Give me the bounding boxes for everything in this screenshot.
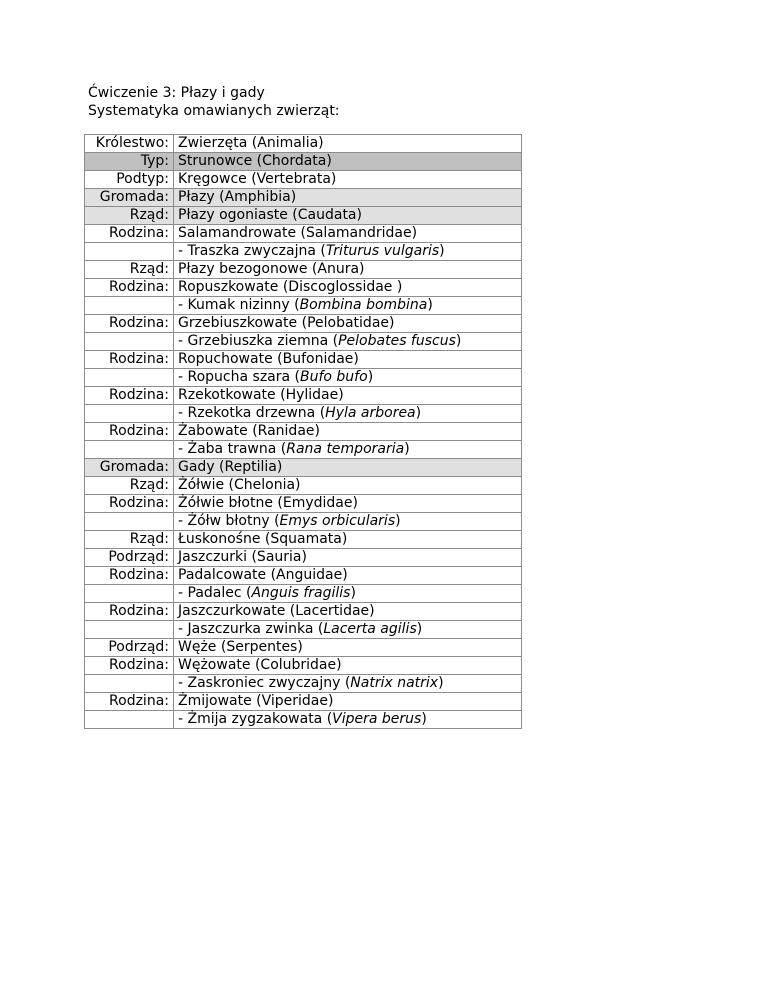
rank-cell <box>85 369 174 387</box>
taxonomy-row <box>85 189 522 207</box>
rank-cell: Królestwo: <box>85 135 174 153</box>
name-cell: Padalcowate (Anguidae) <box>174 567 522 585</box>
closing-paren: ) <box>367 369 374 385</box>
rank-cell <box>85 513 174 531</box>
name-cell <box>174 621 522 639</box>
taxonomy-row <box>85 495 522 513</box>
taxonomy-row <box>85 639 522 657</box>
taxonomy-row <box>85 603 522 621</box>
rank-cell: Rodzina: <box>85 423 174 441</box>
taxonomy-row <box>85 711 522 729</box>
name-cell: Żabowate (Ranidae) <box>174 423 522 441</box>
rank-cell: Gromada: <box>85 189 174 207</box>
closing-paren: ) <box>455 333 462 349</box>
taxonomy-row <box>85 387 522 405</box>
species-latin-name: Bufo bufo <box>300 369 368 385</box>
taxonomy-row <box>85 279 522 297</box>
closing-paren: ) <box>395 513 401 529</box>
rank-cell <box>85 675 174 693</box>
name-cell: Węże (Serpentes) <box>174 639 522 657</box>
species-common-name: - Żmija zygzakowata ( <box>178 711 333 727</box>
species-common-name: - Grzebiuszka ziemna ( <box>178 333 339 349</box>
rank-cell: Gromada: <box>85 459 174 477</box>
rank-cell <box>85 441 174 459</box>
rank-cell: Rząd: <box>85 531 174 549</box>
species-latin-name: Lacerta agilis <box>323 621 417 637</box>
rank-cell: Podrząd: <box>85 549 174 567</box>
name-cell <box>174 711 522 729</box>
name-cell: Jaszczurkowate (Lacertidae) <box>174 603 522 621</box>
rank-cell: Rząd: <box>85 261 174 279</box>
taxonomy-row <box>85 171 522 189</box>
taxonomy-row <box>85 135 522 153</box>
species-common-name: - Jaszczurka zwinka ( <box>178 621 324 637</box>
rank-cell <box>85 585 174 603</box>
name-cell <box>174 675 522 693</box>
taxonomy-table-body <box>85 135 522 729</box>
name-cell <box>174 333 522 351</box>
taxonomy-row <box>85 423 522 441</box>
species-common-name: - Ropucha szara ( <box>178 369 300 385</box>
name-cell <box>174 405 522 423</box>
closing-paren: ) <box>421 711 427 727</box>
name-cell: Wężowate (Colubridae) <box>174 657 522 675</box>
taxonomy-row <box>85 405 522 423</box>
exercise-subtitle: Systematyka omawianych zwierząt: <box>88 103 340 119</box>
rank-cell: Typ: <box>85 153 174 171</box>
taxonomy-row <box>85 459 522 477</box>
name-cell: Ropuchowate (Bufonidae) <box>174 351 522 369</box>
species-latin-name: Rana temporaria <box>286 441 405 457</box>
name-cell: Zwierzęta (Animalia) <box>174 135 522 153</box>
species-common-name: - Żaba trawna ( <box>178 441 287 457</box>
closing-paren: ) <box>416 621 423 637</box>
name-cell: Strunowce (Chordata) <box>174 153 522 171</box>
taxonomy-row <box>85 333 522 351</box>
rank-cell: Rząd: <box>85 477 174 495</box>
closing-paren: ) <box>350 585 356 601</box>
name-cell <box>174 243 522 261</box>
taxonomy-row <box>85 243 522 261</box>
closing-paren: ) <box>404 441 410 457</box>
rank-cell <box>85 405 174 423</box>
rank-cell: Rodzina: <box>85 225 174 243</box>
closing-paren: ) <box>415 405 422 421</box>
taxonomy-row <box>85 675 522 693</box>
species-common-name: - Rzekotka drzewna ( <box>178 405 326 421</box>
name-cell <box>174 441 522 459</box>
species-common-name: - Zaskroniec zwyczajny ( <box>178 675 351 691</box>
name-cell <box>174 513 522 531</box>
taxonomy-row <box>85 225 522 243</box>
taxonomy-table <box>84 134 522 729</box>
species-latin-name: Hyla arborea <box>325 405 416 421</box>
species-latin-name: Bombina bombina <box>299 297 428 313</box>
closing-paren: ) <box>439 243 445 259</box>
species-latin-name: Triturus vulgaris <box>325 243 440 259</box>
rank-cell: Rodzina: <box>85 603 174 621</box>
taxonomy-row <box>85 369 522 387</box>
species-latin-name: Pelobates fuscus <box>338 333 456 349</box>
name-cell: Salamandrowate (Salamandridae) <box>174 225 522 243</box>
taxonomy-row <box>85 315 522 333</box>
name-cell: Jaszczurki (Sauria) <box>174 549 522 567</box>
species-latin-name: Natrix natrix <box>350 675 439 691</box>
rank-cell: Rząd: <box>85 207 174 225</box>
species-latin-name: Emys orbicularis <box>279 513 396 529</box>
rank-cell: Rodzina: <box>85 693 174 711</box>
taxonomy-row <box>85 549 522 567</box>
name-cell: Płazy ogoniaste (Caudata) <box>174 207 522 225</box>
taxonomy-row <box>85 531 522 549</box>
name-cell <box>174 369 522 387</box>
species-latin-name: Vipera berus <box>332 711 422 727</box>
species-common-name: - Żółw błotny ( <box>178 513 280 529</box>
species-common-name: - Traszka zwyczajna ( <box>178 243 326 259</box>
taxonomy-row <box>85 585 522 603</box>
taxonomy-row <box>85 351 522 369</box>
taxonomy-row <box>85 261 522 279</box>
taxonomy-row <box>85 477 522 495</box>
rank-cell: Rodzina: <box>85 315 174 333</box>
rank-cell: Rodzina: <box>85 657 174 675</box>
species-common-name: - Padalec ( <box>178 585 252 601</box>
taxonomy-row <box>85 207 522 225</box>
name-cell: Gady (Reptilia) <box>174 459 522 477</box>
taxonomy-row <box>85 657 522 675</box>
name-cell: Ropuszkowate (Discoglossidae ) <box>174 279 522 297</box>
name-cell <box>174 585 522 603</box>
rank-cell: Rodzina: <box>85 279 174 297</box>
rank-cell <box>85 297 174 315</box>
name-cell: Płazy bezogonowe (Anura) <box>174 261 522 279</box>
name-cell: Żmijowate (Viperidae) <box>174 693 522 711</box>
closing-paren: ) <box>427 297 433 313</box>
rank-cell: Rodzina: <box>85 495 174 513</box>
name-cell: Żółwie (Chelonia) <box>174 477 522 495</box>
closing-paren: ) <box>438 675 444 691</box>
rank-cell: Rodzina: <box>85 351 174 369</box>
exercise-title: Ćwiczenie 3: Płazy i gady <box>88 85 265 101</box>
name-cell: Płazy (Amphibia) <box>174 189 522 207</box>
taxonomy-row <box>85 513 522 531</box>
rank-cell <box>85 621 174 639</box>
name-cell: Rzekotkowate (Hylidae) <box>174 387 522 405</box>
rank-cell <box>85 711 174 729</box>
rank-cell <box>85 243 174 261</box>
rank-cell <box>85 333 174 351</box>
taxonomy-row <box>85 621 522 639</box>
name-cell: Żółwie błotne (Emydidae) <box>174 495 522 513</box>
rank-cell: Podrząd: <box>85 639 174 657</box>
taxonomy-row <box>85 693 522 711</box>
taxonomy-row <box>85 297 522 315</box>
taxonomy-row <box>85 567 522 585</box>
taxonomy-row <box>85 441 522 459</box>
name-cell: Grzebiuszkowate (Pelobatidae) <box>174 315 522 333</box>
name-cell: Kręgowce (Vertebrata) <box>174 171 522 189</box>
species-latin-name: Anguis fragilis <box>251 585 351 601</box>
rank-cell: Podtyp: <box>85 171 174 189</box>
name-cell: Łuskonośne (Squamata) <box>174 531 522 549</box>
name-cell <box>174 297 522 315</box>
document-heading <box>88 84 340 120</box>
rank-cell: Rodzina: <box>85 567 174 585</box>
taxonomy-row <box>85 153 522 171</box>
rank-cell: Rodzina: <box>85 387 174 405</box>
species-common-name: - Kumak nizinny ( <box>178 297 300 313</box>
